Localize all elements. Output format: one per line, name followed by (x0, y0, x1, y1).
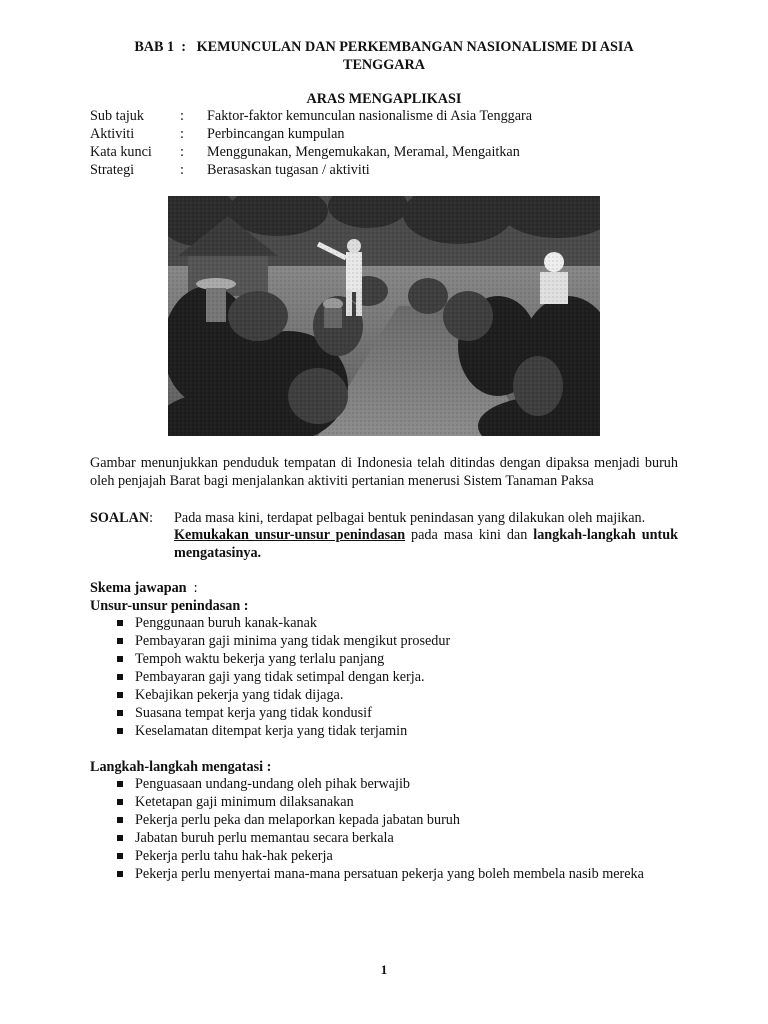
question-line2 (174, 526, 678, 562)
meta-key: Strategi (90, 162, 135, 178)
question-bold-underlined (174, 527, 405, 543)
meta-value: Berasaskan tugasan / aktiviti (207, 162, 370, 178)
question-mid: pada masa kini dan (405, 527, 534, 543)
meta-colon: : (180, 126, 184, 142)
meta-key: Aktiviti (90, 126, 135, 142)
meta-row-subtopic (90, 107, 532, 125)
list-item: Pembayaran gaji minima yang tidak mengikut prosedur (117, 632, 450, 650)
meta-row-activity (90, 125, 532, 143)
plantation-photo (168, 196, 600, 436)
photo-caption: Gambar menunjukkan penduduk tempatan di Indonesia telah ditindas dengan dipaksa menjadi buruh oleh penjajah Barat bagi menjalankan aktiviti pertanian menerusi Sistem Tanaman Paksa (90, 455, 678, 489)
meta-colon: : (180, 162, 184, 178)
oppression-heading: Unsur-unsur penindasan : (90, 598, 249, 614)
question-label (90, 509, 153, 527)
answer-scheme-text: Skema jawapan (90, 580, 187, 596)
list-item: Jabatan buruh perlu memantau secara berkala (117, 829, 644, 847)
chapter-title-line2: TENGGARA (343, 57, 425, 73)
list-item: Pekerja perlu peka dan melaporkan kepada jabatan buruh (117, 811, 644, 829)
question-bold2: langkah-langkah untuk mengatasinya. (174, 527, 678, 561)
list-item: Penguasaan undang-undang oleh pihak berwajib (117, 775, 644, 793)
chapter-title (0, 38, 768, 74)
meta-value: Perbincangan kumpulan (207, 126, 345, 142)
steps-list (117, 775, 644, 883)
meta-key: Kata kunci (90, 144, 152, 160)
question-label-text: SOALAN (90, 510, 150, 526)
list-item: Suasana tempat kerja yang tidak kondusif (117, 704, 450, 722)
list-item: Ketetapan gaji minimum dilaksanakan (117, 793, 644, 811)
meta-table (90, 107, 532, 179)
list-item: Pekerja perlu menyertai mana-mana persatuan pekerja yang boleh membela nasib mereka (117, 865, 644, 883)
level-heading: ARAS MENGAPLIKASI (306, 91, 462, 107)
meta-value: Menggunakan, Mengemukakan, Meramal, Mengaitkan (207, 144, 520, 160)
steps-heading: Langkah-langkah mengatasi : (90, 759, 272, 775)
chapter-title-line1: BAB 1 : KEMUNCULAN DAN PERKEMBANGAN NASIONALISME DI ASIA (134, 39, 634, 55)
answer-scheme-label (90, 579, 198, 597)
list-item: Kebajikan pekerja yang tidak dijaga. (117, 686, 450, 704)
meta-value: Faktor-faktor kemunculan nasionalisme di Asia Tenggara (207, 108, 533, 124)
list-item: Pembayaran gaji yang tidak setimpal dengan kerja. (117, 668, 450, 686)
list-item: Pekerja perlu tahu hak-hak pekerja (117, 847, 644, 865)
plantation-photo-illustration (168, 196, 600, 436)
list-item: Tempoh waktu bekerja yang terlalu panjang (117, 650, 450, 668)
question-bold1: Kemukakan unsur-unsur penindasan (174, 527, 406, 543)
meta-colon: : (180, 144, 184, 160)
oppression-list (117, 614, 450, 740)
question-label-colon: : (149, 510, 154, 526)
answer-scheme-colon: : (193, 580, 198, 596)
question-line1: Pada masa kini, terdapat pelbagai bentuk penindasan yang dilakukan oleh majikan. (174, 510, 646, 526)
meta-row-keywords (90, 143, 532, 161)
meta-row-strategy (90, 161, 532, 179)
page-number: 1 (380, 962, 388, 977)
meta-colon: : (180, 108, 184, 124)
list-item: Keselamatan ditempat kerja yang tidak terjamin (117, 722, 450, 740)
meta-key: Sub tajuk (90, 108, 144, 124)
list-item: Penggunaan buruh kanak-kanak (117, 614, 450, 632)
